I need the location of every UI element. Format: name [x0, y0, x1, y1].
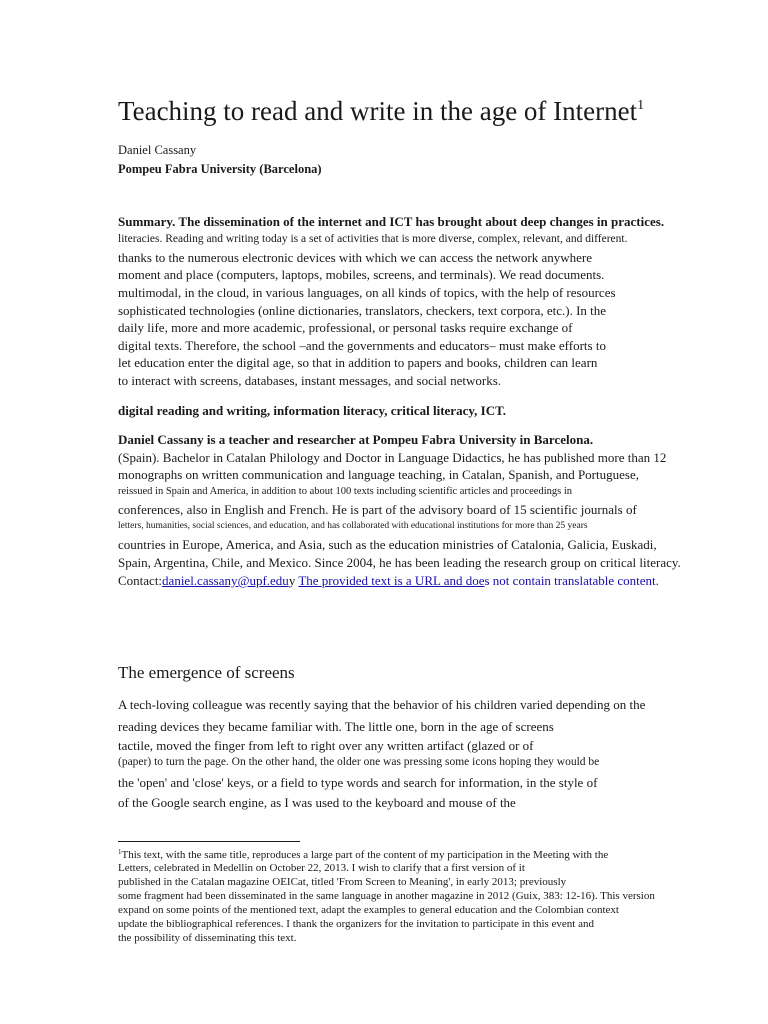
title-footnote-marker[interactable]: 1: [637, 98, 645, 113]
author-affiliation: Pompeu Fabra University (Barcelona): [118, 162, 322, 176]
bio-line: (Spain). Bachelor in Catalan Philology and Doctor in Language Didactics, he has published more than 12: [118, 450, 667, 465]
summary-line: to interact with screens, databases, instant messages, and social networks.: [118, 373, 502, 388]
contact-tail: y: [288, 573, 299, 588]
footnote-line: the possibility of disseminating this text.: [118, 932, 297, 944]
url-note-tail: s not contain translatable content.: [484, 573, 659, 588]
body-line: (paper) to turn the page. On the other hand, the older one was pressing some icons hoping they would be: [118, 756, 600, 768]
body-line: of the Google search engine, as I was used to the keyboard and mouse of the: [118, 795, 516, 810]
body-line: A tech-loving colleague was recently saying that the behavior of his children varied depending on the: [118, 697, 646, 712]
contact-line: [118, 574, 659, 587]
footnote-line: [118, 849, 608, 861]
bio-line: Daniel Cassany is a teacher and researcher at Pompeu Fabra University in Barcelona.: [118, 432, 594, 447]
body-line: tactile, moved the finger from left to right over any written artifact (glazed or of: [118, 738, 534, 753]
summary-line: multimodal, in the cloud, in various languages, on all kinds of topics, with the help of resources: [118, 285, 616, 300]
body-line: reading devices they became familiar with. The little one, born in the age of screens: [118, 719, 554, 734]
section-heading: The emergence of screens: [118, 663, 295, 682]
footnote-separator: [118, 841, 300, 842]
summary-line: digital texts. Therefore, the school –and the governments and educators– must make efforts to: [118, 338, 606, 353]
summary-line: sophisticated technologies (online dictionaries, translators, checkers, text corpora, etc.). In the: [118, 303, 607, 318]
footnote-line: update the bibliographical references. I thank the organizers for the invitation to participate in this event and: [118, 918, 594, 930]
footnote-line: published in the Catalan magazine OEICat, titled 'From Screen to Meaning', in early 2013; previously: [118, 876, 567, 888]
email-link[interactable]: daniel.cassany@upf.edu: [162, 573, 289, 588]
bio-line: conferences, also in English and French. He is part of the advisory board of 15 scientific journals of: [118, 502, 637, 517]
footnote-line: some fragment had been disseminated in the same language in another magazine in 2012 (Guix, 383: 12-16). This version: [118, 890, 655, 902]
summary-line: let education enter the digital age, so that in addition to papers and books, children can learn: [118, 355, 598, 370]
bio-line: Spain, Argentina, Chile, and Mexico. Since 2004, he has been leading the research group on critical literacy.: [118, 555, 681, 570]
footnote-marker: 1: [118, 848, 122, 856]
summary-line: Summary. The dissemination of the internet and ICT has brought about deep changes in practices.: [118, 214, 665, 229]
footnote-line: expand on some points of the mentioned text, adapt the examples to general education and the Colombian context: [118, 904, 619, 916]
footnote-line: Letters, celebrated in Medellin on October 22, 2013. I wish to clarify that a first version of it: [118, 862, 525, 874]
bio-line: countries in Europe, America, and Asia, such as the education ministries of Catalonia, Galicia, Euskadi,: [118, 537, 657, 552]
paper-title: [118, 98, 644, 125]
bio-line: reissued in Spain and America, in addition to about 100 texts including scientific articles and proceedings in: [118, 486, 573, 497]
body-line: the 'open' and 'close' keys, or a field to type words and search for information, in the style of: [118, 775, 598, 790]
summary-line: thanks to the numerous electronic devices with which we can access the network anywhere: [118, 250, 592, 265]
bio-line: letters, humanities, social sciences, and education, and has collaborated with educational institutions for more than 25 years: [118, 521, 588, 531]
bio-line: monographs on written communication and language teaching, in Catalan, Spanish, and Portuguese,: [118, 467, 639, 482]
author-name: Daniel Cassany: [118, 143, 197, 157]
summary-line: daily life, more and more academic, professional, or personal tasks require exchange of: [118, 320, 573, 335]
url-note-link[interactable]: The provided text is a URL and doe: [298, 573, 485, 588]
contact-label: Contact:: [118, 573, 163, 588]
summary-line: moment and place (computers, laptops, mobiles, screens, and terminals). We read documents.: [118, 267, 605, 282]
footnote-text: This text, with the same title, reproduces a large part of the content of my participation in the Meeting with the: [121, 849, 609, 861]
keywords-line: digital reading and writing, information literacy, critical literacy, ICT.: [118, 403, 507, 418]
summary-line: literacies. Reading and writing today is a set of activities that is more diverse, complex, relevant, and different.: [118, 233, 628, 245]
paper-title-text: Teaching to read and write in the age of Internet: [118, 96, 638, 126]
